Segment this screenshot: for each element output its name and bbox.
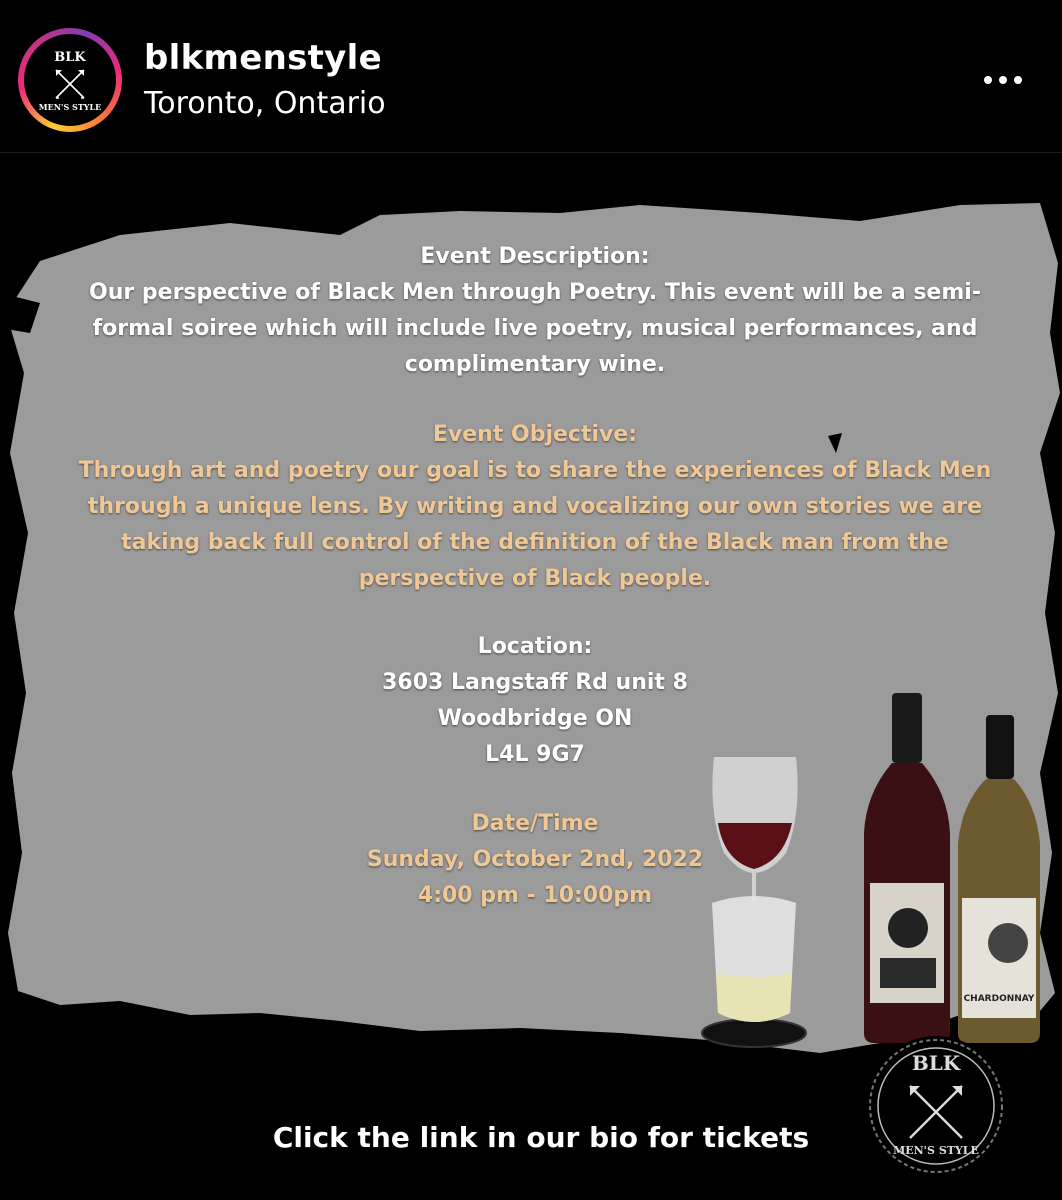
- profile-avatar-story-ring[interactable]: [18, 28, 122, 132]
- address-line: L4L 9G7: [485, 742, 585, 767]
- location-link[interactable]: Toronto, Ontario: [144, 86, 386, 121]
- logo-text-top: BLK: [54, 50, 86, 65]
- event-description-heading: Event Description:: [420, 244, 650, 269]
- username-link[interactable]: blkmenstyle: [144, 38, 382, 78]
- event-objective-line: taking back full control of the definition of the Black man from the: [121, 530, 949, 555]
- call-to-action-text: Click the link in our bio for tickets: [272, 1121, 810, 1154]
- event-objective-heading: Event Objective:: [432, 422, 638, 447]
- brand-stamp: [866, 1036, 1006, 1176]
- post-header: [0, 0, 1062, 153]
- event-objective-line: Through art and poetry our goal is to share the experiences of Black Men: [78, 458, 992, 483]
- location-heading: Location:: [477, 634, 593, 659]
- date-line: Sunday, October 2nd, 2022: [366, 847, 704, 872]
- stamp-text-bottom: MEN'S STYLE: [893, 1144, 979, 1157]
- logo-text-bottom: MEN'S STYLE: [38, 102, 102, 112]
- stamp-text-top: BLK: [911, 1051, 961, 1075]
- event-objective-line: through a unique lens. By writing and vocalizing our own stories we are: [87, 494, 983, 519]
- datetime-heading: Date/Time: [471, 811, 599, 836]
- address-line: Woodbridge ON: [437, 706, 633, 731]
- post-image: [0, 153, 1062, 1200]
- white-wine-bottle: [958, 715, 1040, 1043]
- event-description-line: Our perspective of Black Men through Poetry. This event will be a semi-: [89, 280, 981, 305]
- time-line: 4:00 pm - 10:00pm: [417, 883, 653, 908]
- red-wine-bottle: [864, 693, 950, 1043]
- address-line: 3603 Langstaff Rd unit 8: [382, 670, 688, 695]
- brand-stamp-logo: [866, 1036, 1006, 1176]
- more-options-icon[interactable]: [978, 60, 1028, 100]
- event-description-line: formal soiree which will include live poetry, musical performances, and: [92, 316, 978, 341]
- brand-logo: [26, 36, 114, 124]
- event-description-line: complimentary wine.: [404, 352, 666, 377]
- profile-avatar[interactable]: [24, 34, 116, 126]
- red-wine-glass: [712, 757, 797, 901]
- white-wine-glass: [702, 896, 806, 1047]
- wine-label-text: CHARDONNAY: [963, 994, 1035, 1004]
- event-objective-section: [40, 417, 1030, 597]
- event-objective-line: perspective of Black people.: [358, 566, 712, 591]
- event-description-section: [40, 239, 1030, 383]
